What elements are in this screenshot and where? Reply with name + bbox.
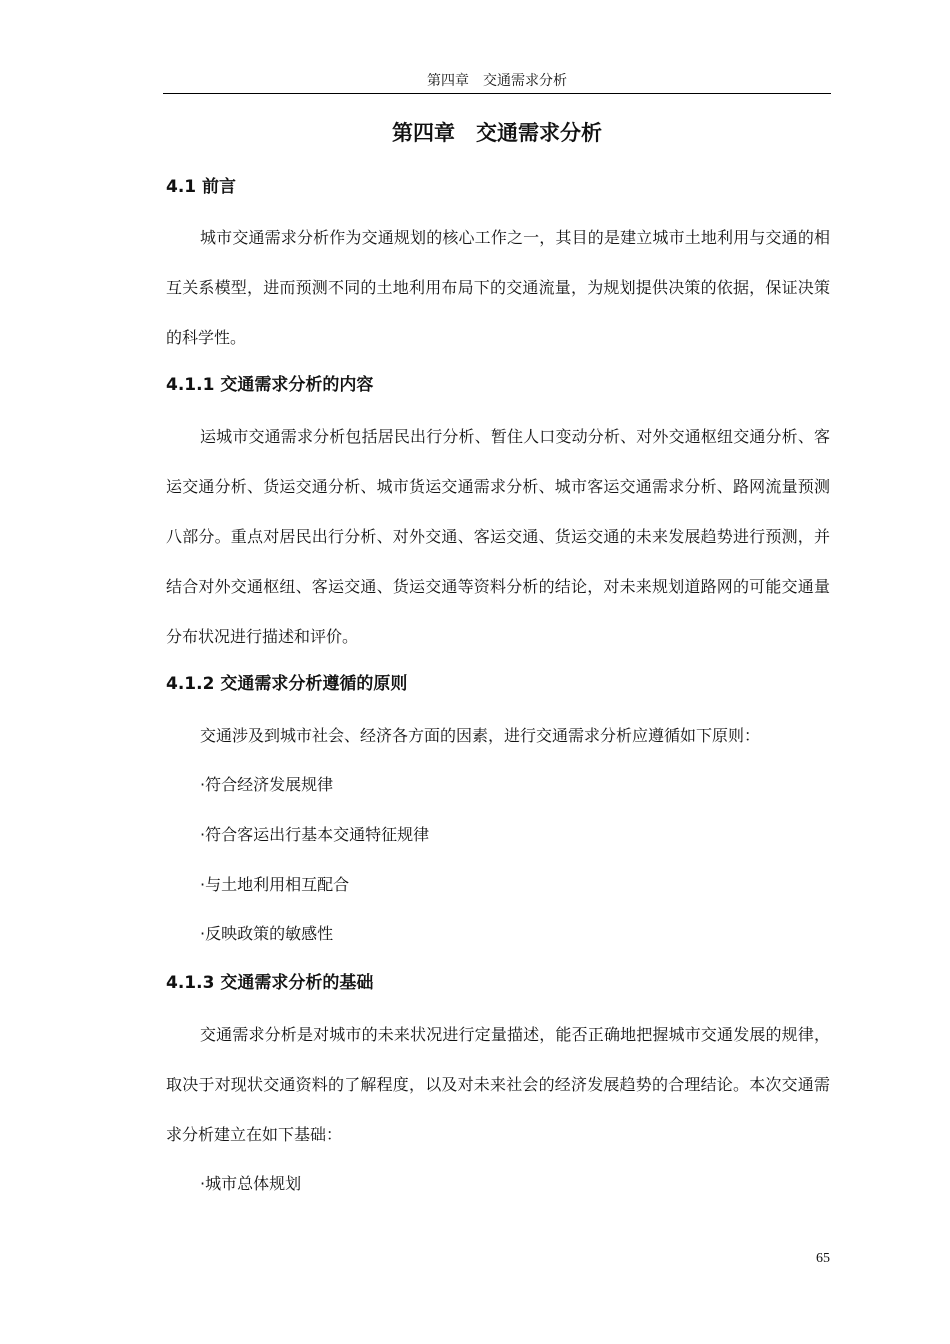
page-number: 65	[816, 1251, 830, 1266]
chapter-title: 第四章 交通需求分析	[392, 121, 602, 145]
running-header: 第四章 交通需求分析	[427, 73, 567, 89]
header-rule	[163, 93, 831, 94]
section-heading-4-1: 4.1 前言	[166, 177, 237, 197]
principle-item: ·符合经济发展规律	[200, 775, 334, 794]
section-heading-4-1-3: 4.1.3 交通需求分析的基础	[166, 973, 374, 993]
principle-item: ·与土地利用相互配合	[200, 875, 350, 894]
principle-item: ·反映政策的敏感性	[200, 924, 334, 943]
section-4-1-3-paragraph: 交通需求分析是对城市的未来状况进行定量描述，能否正确地把握城市交通发展的规律，取决于对现状交通资料的了解程度，以及对未来社会的经济发展趋势的合理结论。本次交通需求分析建立在如下基础：	[166, 1025, 830, 1144]
section-4-1-paragraph: 城市交通需求分析作为交通规划的核心工作之一，其目的是建立城市土地利用与交通的相互关系模型，进而预测不同的土地利用布局下的交通流量，为规划提供决策的依据，保证决策的科学性。	[166, 228, 830, 347]
section-4-1-1-paragraph: 运城市交通需求分析包括居民出行分析、暂住人口变动分析、对外交通枢纽交通分析、客运交通分析、货运交通分析、城市货运交通需求分析、城市客运交通需求分析、路网流量预测八部分。重点对居民出行分析、对外交通、客运交通、货运交通的未来发展趋势进行预测，并结合对外交通枢纽、客运交通、货运交通等资料分析的结论，对未来规划道路网的可能交通量分布状况进行描述和评价。	[166, 427, 830, 646]
section-heading-4-1-2: 4.1.2 交通需求分析遵循的原则	[166, 674, 408, 694]
section-4-1-2-intro: 交通涉及到城市社会、经济各方面的因素，进行交通需求分析应遵循如下原则：	[200, 726, 761, 745]
section-heading-4-1-1: 4.1.1 交通需求分析的内容	[166, 375, 374, 395]
principle-item: ·符合客运出行基本交通特征规律	[200, 825, 430, 844]
basis-item: ·城市总体规划	[200, 1174, 302, 1193]
